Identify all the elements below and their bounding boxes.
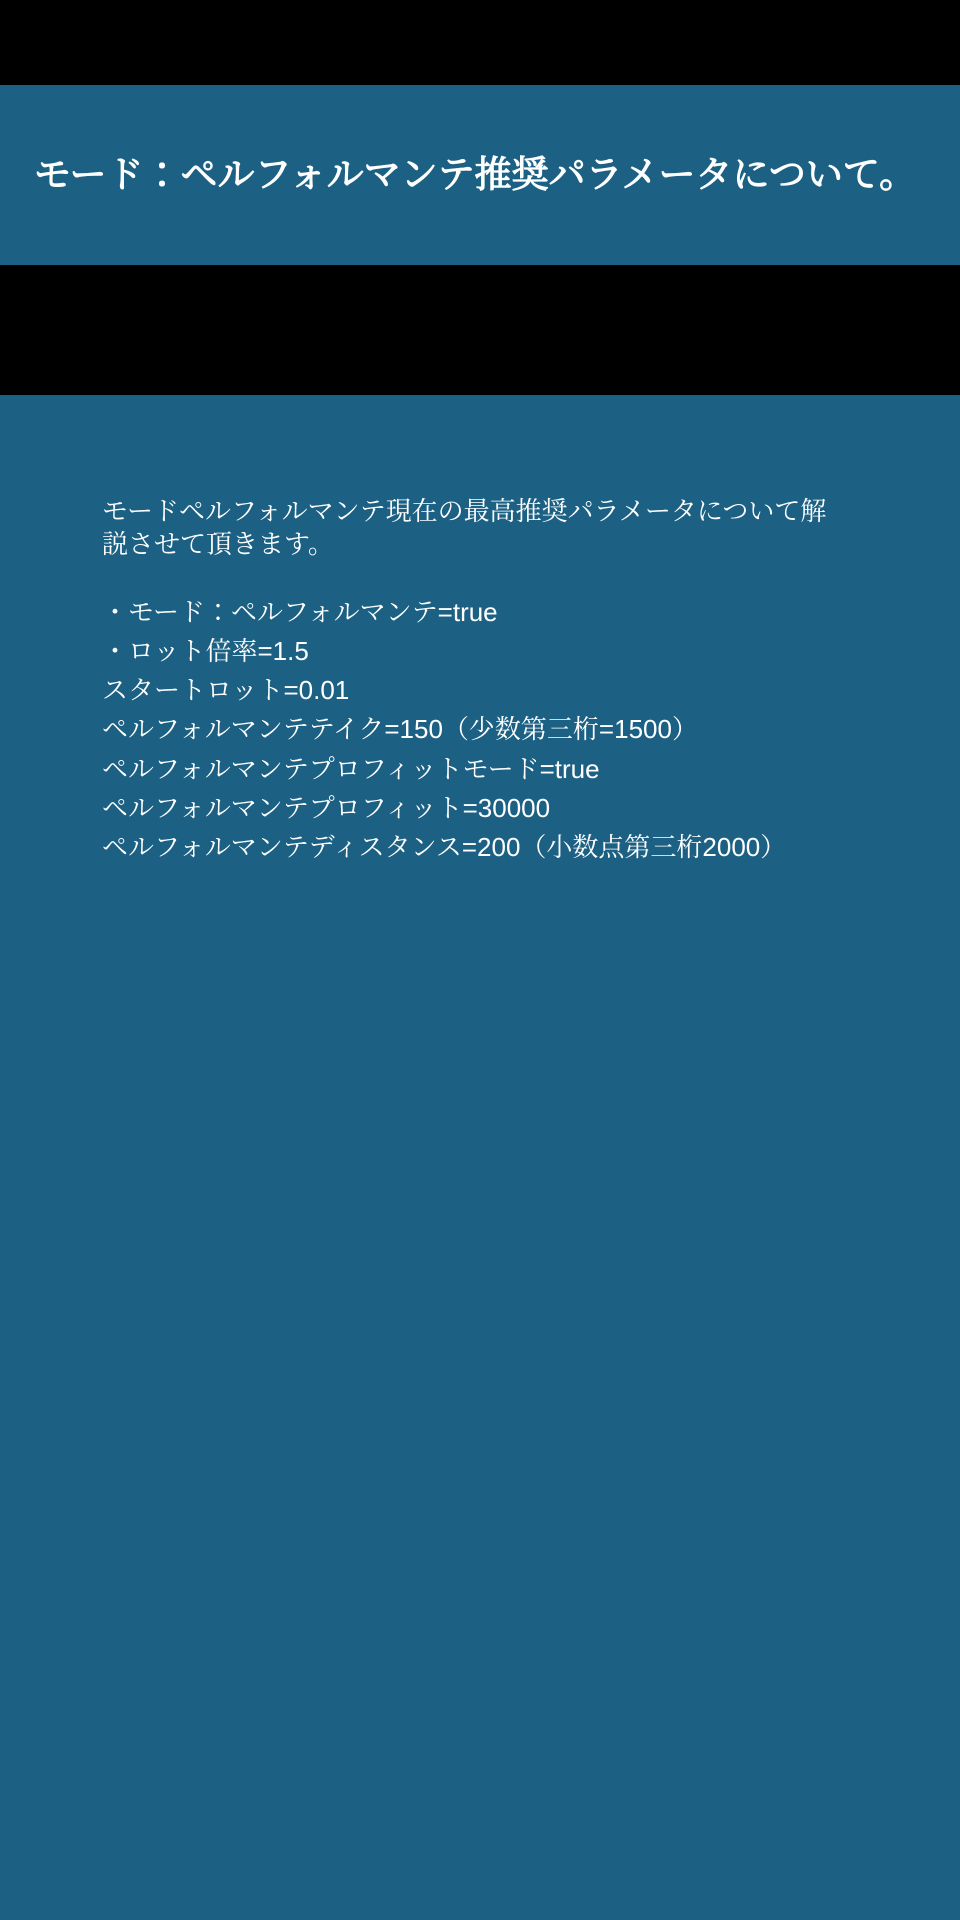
content-text-block [102, 495, 842, 864]
list-item: ・モード：ペルフォルマンテ=true [102, 596, 498, 627]
intro-paragraph: モードペルフォルマンテ現在の最高推奨パラメータについて解説させて頂きます。 [102, 496, 827, 560]
list-item: ・ロット倍率=1.5 [102, 635, 309, 666]
list-item: ペルフォルマンテテイク=150（少数第三桁=1500） [102, 714, 698, 745]
list-item: ペルフォルマンテプロフィット=30000 [102, 792, 551, 823]
list-item: ペルフォルマンテディスタンス=200（小数点第三桁2000） [102, 832, 787, 863]
parameter-list [102, 596, 842, 865]
middle-letterbox [0, 265, 960, 395]
title-banner [0, 85, 960, 265]
list-item: ペルフォルマンテプロフィットモード=true [102, 753, 600, 784]
top-letterbox [0, 0, 960, 85]
page-title: モード：ペルフォルマンテ推奨パラメータについて。 [34, 153, 917, 195]
list-item: スタートロット=0.01 [102, 675, 350, 706]
content-panel [0, 395, 960, 1920]
